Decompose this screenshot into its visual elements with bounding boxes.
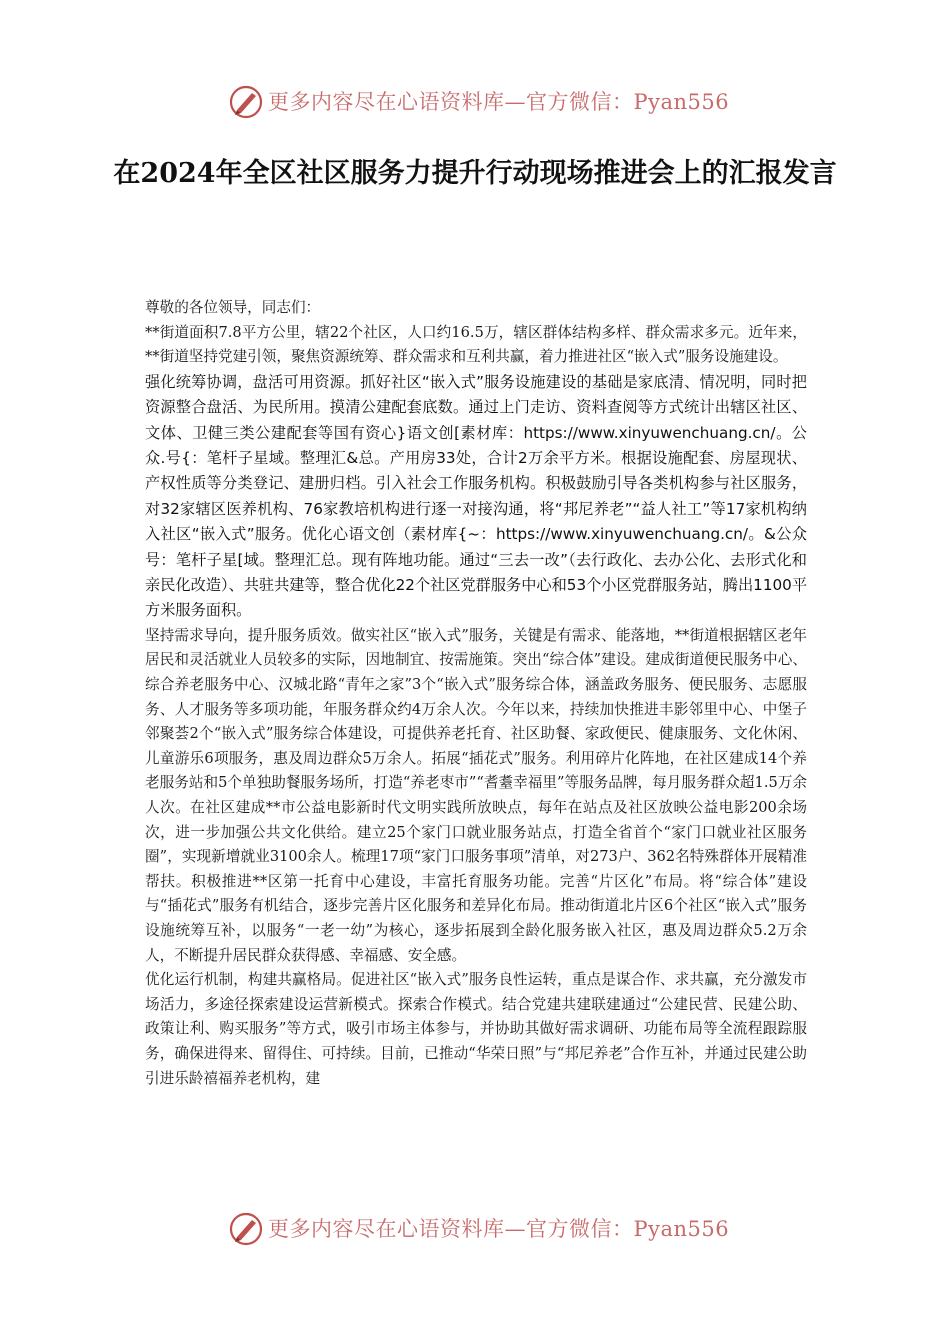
- paragraph-mechanism: 优化运行机制，构建共赢格局。促进社区“嵌入式”服务良性运转，重点是谋合作、求共赢，充分激发市场活力，多途径探索建设运营新模式。探索合作模式。结合党建共建联建通过“公建民营、民建公助、政策让利、购买服务”等方式，吸引市场主体参与，并协助其做好需求调研、功能布局等全流程跟踪服务，确保进得来、留得住、可持续。目前，已推动“华荣日照”与“邦尼养老”合作互补，并通过民建公助引进乐龄禧福养老机构，建: [145, 971, 807, 1087]
- document-body: [145, 296, 807, 1091]
- paragraph-intro: **街道面积7.8平方公里，辖22个社区，人口约16.5万，辖区群体结构多样、群众需求多元。近年来，**街道坚持党建引领，聚焦资源统筹、群众需求和互利共赢，着力推进社区“嵌入式”服务设施建设。: [145, 323, 807, 366]
- paragraph-coordination: 强化统筹协调，盘活可用资源。抓好社区“嵌入式”服务设施建设的基础是家底清、情况明，同时把资源整合盘活、为民所用。摸清公建配套底数。通过上门走访、资料查阅等方式统计出辖区社区、文体、卫健三类公建配套等国有资心}语文创[素材库：https://www.xinyuwenchuang.cn/。公众.号{：笔杆子星域。整理汇&总。产用房33处，合计2万余平方米。根据设施配套、房屋现状、产权性质等分类登记、建册归档。引入社会工作服务机构。积极鼓励引导各类机构参与社区服务，对32家辖区医养机构、76家教培机构进行逐一对接沟通，将“邦尼养老”“益人社工”等17家机构纳入社区“嵌入式”服务。优化心语文创（素材库{~：https://www.xinyuwenchuang.cn/。&公众号：笔杆子星[域。整理汇总。现有阵地功能。通过“三去一改”（去行政化、去办公化、去形式化和亲民化改造）、共驻共建等，整合优化22个社区党群服务中心和53个小区党群服务站，腾出1100平方米服务面积。: [145, 372, 808, 620]
- banner-text: 更多内容尽在心语资料库—官方微信：Pyan556: [268, 1217, 730, 1241]
- document-title: 在2024年全区社区服务力提升行动现场推进会上的汇报发言: [113, 158, 837, 189]
- pen-logo-icon: [228, 1211, 264, 1247]
- salutation: 尊敬的各位领导，同志们：: [145, 299, 321, 316]
- banner-text: 更多内容尽在心语资料库—官方微信：Pyan556: [268, 90, 730, 114]
- watermark-banner-top: [0, 80, 950, 124]
- watermark-banner-bottom: [0, 1207, 950, 1251]
- pen-logo-icon: [228, 84, 264, 120]
- paragraph-demand: 坚持需求导向，提升服务质效。做实社区“嵌入式”服务，关键是有需求、能落地，**街道根据辖区老年居民和灵活就业人员较多的实际，因地制宜、按需施策。突出“综合体”建设。建成街道便民服务中心、综合养老服务中心、汉城北路“青年之家”3个“嵌入式”服务综合体，涵盖政务服务、便民服务、志愿服务、人才服务等多项功能，年服务群众约4万余人次。今年以来，持续加快推进丰影邻里中心、中堡子邻聚荟2个“嵌入式”服务综合体建设，可提供养老托育、社区助餐、家政便民、健康服务、文化休闲、儿童游乐6项服务，惠及周边群众5万余人。拓展“插花式”服务。利用碎片化阵地，在社区建成14个养老服务站和5个单独助餐服务场所，打造“养老枣市”“耆耋幸福里”等服务品牌，每月服务群众超1.5万余人次。在社区建成**市公益电影新时代文明实践所放映点，每年在站点及社区放映公益电影200余场次，进一步加强公共文化供给。建立25个家门口就业服务站点，打造全省首个“家门口就业社区服务圈”，实现新增就业3100余人。梳理17项“家门口服务事项”清单，对273户、362名特殊群体开展精准帮扶。积极推进**区第一托育中心建设，丰富托育服务功能。完善“片区化”布局。将“综合体”建设与“插花式”服务有机结合，逐步完善片区化服务和差异化布局。推动街道北片区6个社区“嵌入式”服务设施统筹互补，以服务“一老一幼”为核心，逐步拓展到全龄化服务嵌入社区，惠及周边群众5.2万余人，不断提升居民群众获得感、幸福感、安全感。: [145, 626, 807, 964]
